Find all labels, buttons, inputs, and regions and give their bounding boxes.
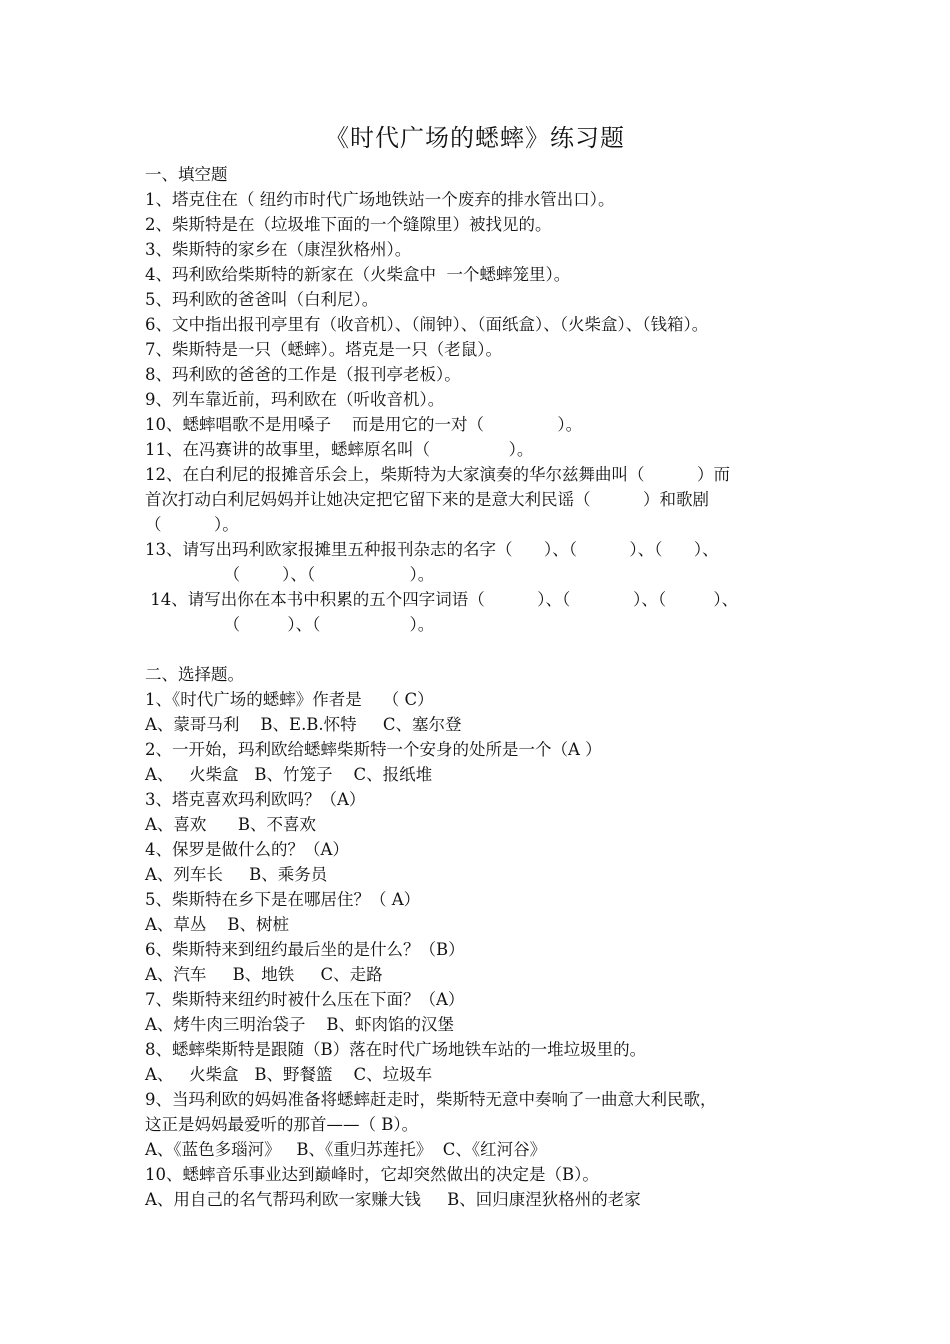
fill-question-3: 3、柴斯特的家乡在（康涅狄格州）。 xyxy=(145,240,412,259)
choice-options-3: A、喜欢 B、不喜欢 xyxy=(145,815,317,834)
fill-question-10: 10、蟋蟀唱歌不是用嗓子 而是用它的一对（ ）。 xyxy=(145,415,583,434)
section-spacer xyxy=(145,637,810,662)
choice-options-6: A、汽车 B、地铁 C、走路 xyxy=(145,965,383,984)
section-heading-multiple-choice: 二、选择题。 xyxy=(145,665,244,684)
fill-question-12-line-1: 12、在白利尼的报摊音乐会上，柴斯特为大家演奏的华尔兹舞曲叫（ ）而 xyxy=(145,465,730,484)
choice-options-8: A、 火柴盒 B、野餐篮 C、垃圾车 xyxy=(145,1065,433,1084)
worksheet-body xyxy=(145,162,810,1212)
fill-question-13-line-2: （ ）、（ ）。 xyxy=(145,565,435,584)
choice-question-2: 2、一开始，玛利欧给蟋蟀柴斯特一个安身的处所是一个（A ） xyxy=(145,740,602,759)
choice-question-8: 8、蟋蟀柴斯特是跟随（B）落在时代广场地铁车站的一堆垃圾里的。 xyxy=(145,1040,647,1059)
choice-question-5: 5、柴斯特在乡下是在哪居住？（ A） xyxy=(145,890,421,909)
fill-question-12-line-3: （ ）。 xyxy=(145,515,239,534)
fill-question-4: 4、玛利欧给柴斯特的新家在（火柴盒中 一个蟋蟀笼里）。 xyxy=(145,265,571,284)
fill-question-8: 8、玛利欧的爸爸的工作是（报刊亭老板）。 xyxy=(145,365,461,384)
choice-question-4: 4、保罗是做什么的？（A） xyxy=(145,840,349,859)
choice-options-4: A、列车长 B、乘务员 xyxy=(145,865,328,884)
choice-options-2: A、 火柴盒 B、竹笼子 C、报纸堆 xyxy=(145,765,433,784)
choice-options-10: A、用自己的名气帮玛利欧一家赚大钱 B、回归康涅狄格州的老家 xyxy=(145,1190,641,1209)
choice-question-6: 6、柴斯特来到纽约最后坐的是什么？（B） xyxy=(145,940,465,959)
choice-question-9-line-2: 这正是妈妈最爱听的那首——（ B）。 xyxy=(145,1115,419,1134)
fill-question-12-line-2: 首次打动白利尼妈妈并让她决定把它留下来的是意大利民谣（ ）和歌剧 xyxy=(145,490,709,509)
fill-question-13-line-1: 13、请写出玛利欧家报摊里五种报刊杂志的名字（ ）、（ ）、（ ）、 xyxy=(145,540,719,559)
choice-question-10: 10、蟋蟀音乐事业达到巅峰时，它却突然做出的决定是（B）。 xyxy=(145,1165,599,1184)
fill-question-1: 1、塔克住在（ 纽约市时代广场地铁站一个废弃的排水管出口）。 xyxy=(145,190,615,209)
choice-options-5: A、草丛 B、树桩 xyxy=(145,915,290,934)
fill-question-6: 6、文中指出报刊亭里有（收音机）、（闹钟）、（面纸盒）、（火柴盒）、（钱箱）。 xyxy=(145,315,709,334)
fill-question-2: 2、柴斯特是在（垃圾堆下面的一个缝隙里）被找见的。 xyxy=(145,215,552,234)
choice-question-1: 1、《时代广场的蟋蟀》作者是 （ C） xyxy=(145,690,434,709)
fill-question-14-line-1: 14、请写出你在本书中积累的五个四字词语（ ）、（ ）、（ ）、 xyxy=(145,590,739,609)
fill-question-11: 11、在冯赛讲的故事里，蟋蟀原名叫（ ）。 xyxy=(145,440,534,459)
choice-question-9-line-1: 9、当玛利欧的妈妈准备将蟋蟀赶走时，柴斯特无意中奏响了一曲意大利民歌， xyxy=(145,1090,717,1109)
choice-options-1: A、蒙哥马利 B、E.B.怀特 C、塞尔登 xyxy=(145,715,462,734)
fill-question-9: 9、列车靠近前，玛利欧在（听收音机）。 xyxy=(145,390,445,409)
choice-question-3: 3、塔克喜欢玛利欧吗？（A） xyxy=(145,790,366,809)
fill-question-7: 7、柴斯特是一只（蟋蟀）。塔克是一只（老鼠）。 xyxy=(145,340,502,359)
fill-question-5: 5、玛利欧的爸爸叫（白利尼）。 xyxy=(145,290,379,309)
page-title: 《时代广场的蟋蟀》练习题 xyxy=(325,124,625,152)
choice-options-9: A、《蓝色多瑙河》 B、《重归苏莲托》 C、《红河谷》 xyxy=(145,1140,547,1159)
fill-question-14-line-2: （ ）、（ ）。 xyxy=(145,615,435,634)
section-heading-fill-in: 一、填空题 xyxy=(145,165,228,184)
choice-options-7: A、烤牛肉三明治袋子 B、虾肉馅的汉堡 xyxy=(145,1015,455,1034)
choice-question-7: 7、柴斯特来纽约时被什么压在下面？（A） xyxy=(145,990,465,1009)
